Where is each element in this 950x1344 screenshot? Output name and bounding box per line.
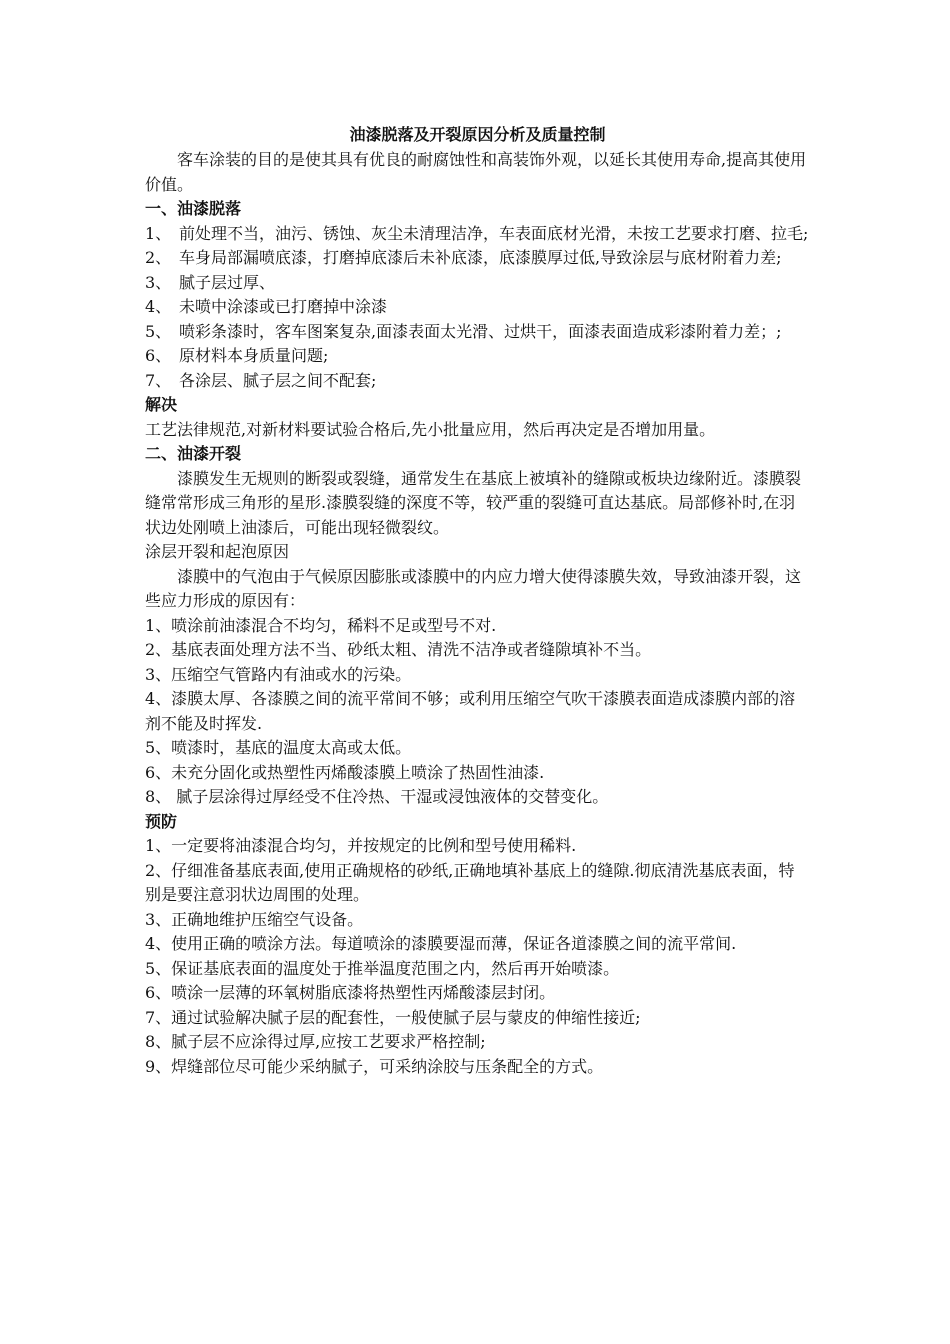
prevent-heading: 预防 bbox=[145, 811, 178, 831]
section2-heading: 二、油漆开裂 bbox=[145, 444, 242, 463]
list-item: 6、未充分固化或热塑性丙烯酸漆膜上喷涂了热固性油漆. bbox=[145, 762, 545, 782]
list-item: 3、压缩空气管路内有油或水的污染。 bbox=[145, 664, 412, 684]
list-item: 6、 原材料本身质量问题; bbox=[145, 346, 329, 365]
causes-subheading: 涂层开裂和起泡原因 bbox=[145, 542, 290, 561]
list-item: 5、喷漆时，基底的温度太高或太低。 bbox=[145, 738, 412, 757]
list-item: 6、喷涂一层薄的环氧树脂底漆将热塑性丙烯酸漆层封闭。 bbox=[145, 983, 556, 1002]
list-item: 7、 各涂层、腻子层之间不配套; bbox=[145, 370, 377, 390]
list-item: 1、 前处理不当，油污、锈蚀、灰尘未清理洁净，车表面底材光滑，未按工艺要求打磨、拉毛; bbox=[145, 223, 809, 243]
causes-intro: 漆膜中的气泡由于气候原因膨胀或漆膜中的内应力增大使得漆膜失效，导致油漆开裂，这些应力形成的原因有： bbox=[145, 566, 802, 610]
list-item: 9、焊缝部位尽可能少采纳腻子，可采纳涂胶与压条配全的方式。 bbox=[145, 1056, 604, 1076]
list-item: 3、 腻子层过厚、 bbox=[145, 272, 276, 292]
list-item: 2、 车身局部漏喷底漆，打磨掉底漆后未补底漆，底漆膜厚过低,导致涂层与底材附着力差; bbox=[145, 248, 782, 267]
list-item: 7、通过试验解决腻子层的配套性，一般使腻子层与蒙皮的伸缩性接近; bbox=[145, 1007, 641, 1027]
list-item: 5、 喷彩条漆时，客车图案复杂,面漆表面太光滑、过烘干，面漆表面造成彩漆附着力差；; bbox=[145, 321, 782, 341]
causes-list bbox=[145, 614, 810, 810]
cracking-description: 漆膜发生无规则的断裂或裂缝，通常发生在基底上被填补的缝隙或板块边缘附近。漆膜裂缝常常形成三角形的星形.漆膜裂缝的深度不等，较严重的裂缝可直达基底。局部修补时,在羽状边处刚喷上油漆后，可能出现轻微裂纹。 bbox=[145, 468, 802, 537]
list-item: 4、使用正确的喷涂方法。每道喷涂的漆膜要湿而薄，保证各道漆膜之间的流平常间. bbox=[145, 934, 737, 953]
list-item: 3、正确地维护压缩空气设备。 bbox=[145, 909, 364, 929]
section1-list bbox=[145, 222, 810, 394]
document-title: 油漆脱落及开裂原因分析及质量控制 bbox=[349, 125, 606, 144]
list-item: 8、 腻子层涂得过厚经受不住冷热、干湿或浸蚀液体的交替变化。 bbox=[145, 787, 609, 806]
list-item: 4、漆膜太厚、各漆膜之间的流平常间不够；或利用压缩空气吹干漆膜表面造成漆膜内部的溶剂不能及时挥发. bbox=[145, 689, 796, 733]
list-item: 1、喷涂前油漆混合不均匀，稀料不足或型号不对. bbox=[145, 615, 497, 635]
list-item: 2、仔细准备基底表面,使用正确规格的砂纸,正确地填补基底上的缝隙.彻底清洗基底表面，特别是要注意羽状边周围的处理。 bbox=[145, 860, 795, 904]
solution-paragraph: 工艺法律规范,对新材料要试验合格后,先小批量应用，然后再决定是否增加用量。 bbox=[145, 419, 716, 439]
prevent-list bbox=[145, 834, 810, 1079]
document-page bbox=[145, 124, 810, 1079]
list-item: 8、腻子层不应涂得过厚,应按工艺要求严格控制; bbox=[145, 1032, 486, 1051]
section1-heading: 一、油漆脱落 bbox=[145, 199, 242, 218]
solution-heading: 解决 bbox=[145, 395, 178, 414]
list-item: 2、基底表面处理方法不当、砂纸太粗、清洗不洁净或者缝隙填补不当。 bbox=[145, 640, 652, 659]
list-item: 5、保证基底表面的温度处于推举温度范围之内，然后再开始喷漆。 bbox=[145, 958, 620, 978]
list-item: 1、一定要将油漆混合均匀，并按规定的比例和型号使用稀料. bbox=[145, 836, 577, 855]
list-item: 4、 未喷中涂漆或已打磨掉中涂漆 bbox=[145, 297, 388, 316]
intro-paragraph: 客车涂装的目的是使其具有优良的耐腐蚀性和高装饰外观，以延长其使用寿命,提高其使用价值。 bbox=[145, 150, 807, 194]
